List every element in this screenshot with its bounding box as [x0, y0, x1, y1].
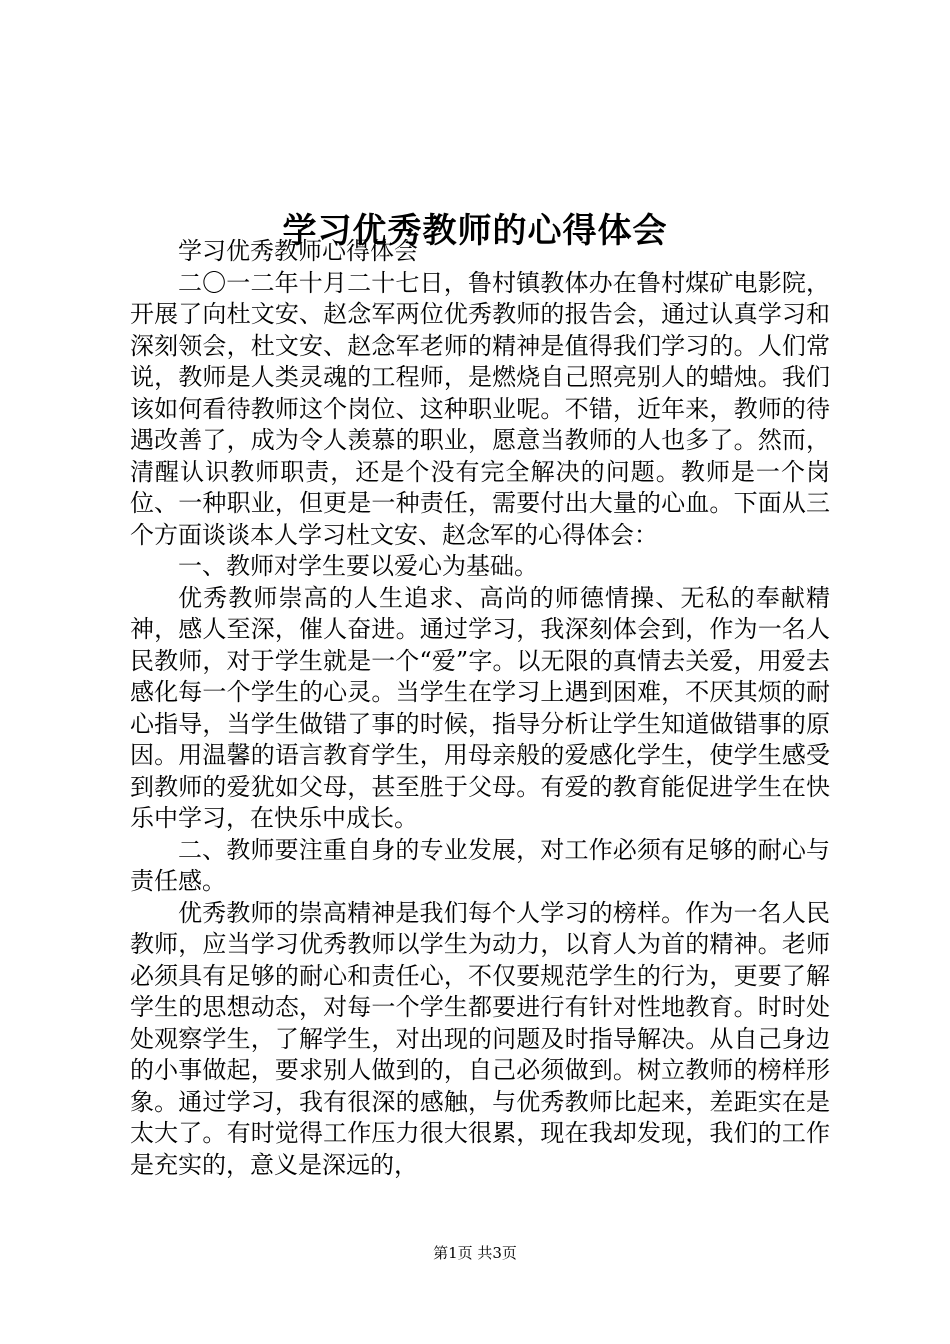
page-footer: 第1页 共3页	[433, 1244, 517, 1262]
section-paragraph-2: 优秀教师的崇高精神是我们每个人学习的榜样。作为一名人民教师，应当学习优秀教师以学生为动力，以育人为首的精神。老师必须具有足够的耐心和责任心，不仅要规范学生的行为，更要了解学生的思想动态，对每一个学生都要进行有针对性地教育。时时处处观察学生，了解学生，对出现的问题及时指导解决。从自己身边的小事做起，要求别人做到的，自己必须做到。树立教师的榜样形象。通过学习，我有很深的感触，与优秀教师比起来，差距实在是太大了。有时觉得工作压力很大很累，现在我却发现，我们的工作是充实的，意义是深远的，	[130, 898, 830, 1179]
document-body	[130, 236, 830, 1181]
intro-paragraph: 二〇一二年十月二十七日，鲁村镇教体办在鲁村煤矿电影院，开展了向杜文安、赵念军两位优秀教师的报告会，通过认真学习和深刻领会，杜文安、赵念军老师的精神是值得我们学习的。人们常说，教师是人类灵魂的工程师，是燃烧自己照亮别人的蜡烛。我们该如何看待教师这个岗位、这种职业呢。不错，近年来，教师的待遇改善了，成为令人羡慕的职业，愿意当教师的人也多了。然而，清醒认识教师职责，还是个没有完全解决的问题。教师是一个岗位、一种职业，但更是一种责任，需要付出大量的心血。下面从三个方面谈谈本人学习杜文安、赵念军的心得体会：	[130, 268, 830, 549]
section-paragraph-1: 优秀教师崇高的人生追求、高尚的师德情操、无私的奉献精神，感人至深，催人奋进。通过学习，我深刻体会到，作为一名人民教师，对于学生就是一个“爱”字。以无限的真情去关爱，用爱去感化每一个学生的心灵。当学生在学习上遇到困难，不厌其烦的耐心指导，当学生做错了事的时候，指导分析让学生知道做错事的原因。用温馨的语言教育学生，用母亲般的爱感化学生，使学生感受到教师的爱犹如父母，甚至胜于父母。有爱的教育能促进学生在快乐中学习，在快乐中成长。	[130, 583, 830, 832]
page-title: 学习优秀教师的心得体会	[282, 210, 668, 251]
subtitle-paragraph: 学习优秀教师心得体会	[178, 237, 418, 265]
section-heading-2: 二、教师要注重自身的专业发展，对工作必须有足够的耐心与责任感。	[130, 835, 830, 895]
section-heading-1: 一、教师对学生要以爱心为基础。	[178, 552, 538, 580]
